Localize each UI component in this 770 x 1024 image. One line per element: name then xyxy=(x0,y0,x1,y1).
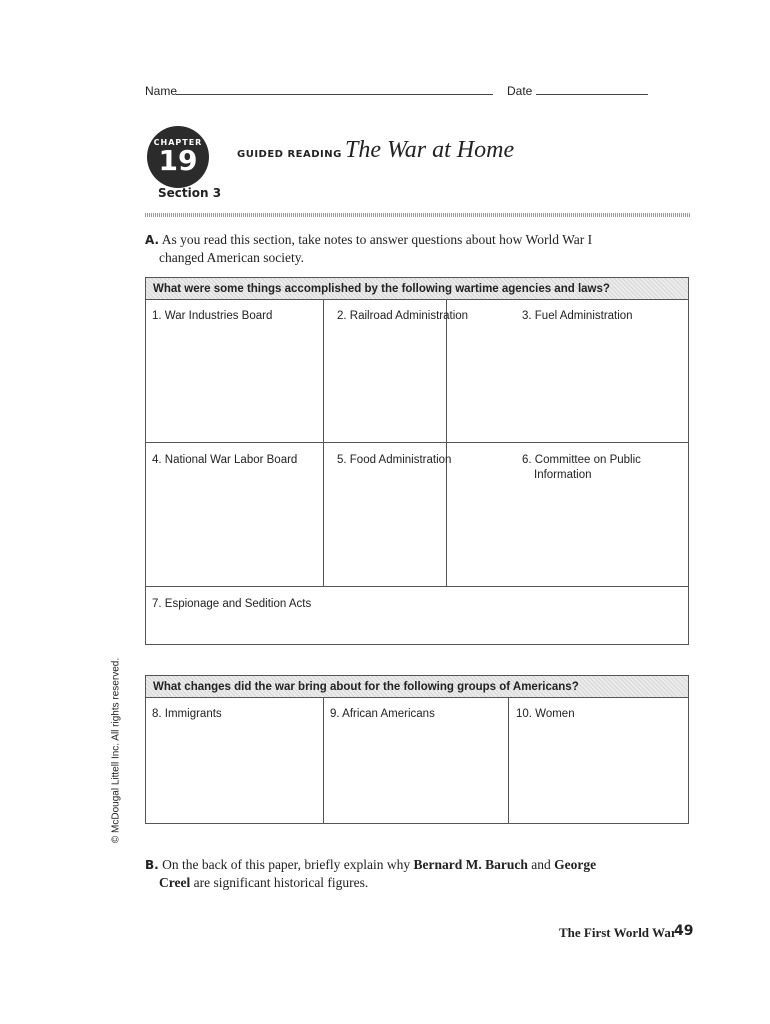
groups-question: What changes did the war bring about for the following groups of Americans? xyxy=(146,676,688,698)
table2-divider xyxy=(323,698,324,824)
name-label: Name xyxy=(145,84,178,98)
instructions-a-line1: As you read this section, take notes to answer questions about how World War I xyxy=(161,232,593,247)
instructions-b-text: are significant historical figures. xyxy=(190,875,369,890)
answer-cell-committee-on-public-information[interactable] xyxy=(522,453,641,483)
section-label: Section 3 xyxy=(158,186,222,200)
instructions-b xyxy=(145,856,665,891)
table1-divider xyxy=(146,586,688,587)
chapter-number: 19 xyxy=(158,144,198,177)
answer-cell-immigrants[interactable]: 8. Immigrants xyxy=(152,708,222,720)
instructions-a xyxy=(145,231,645,266)
answer-cell-women[interactable]: 10. Women xyxy=(516,708,575,720)
answer-cell-food-administration[interactable]: 5. Food Administration xyxy=(337,454,452,466)
copyright-notice: © McDougal Littell Inc. All rights reserved. xyxy=(110,657,122,844)
header-divider xyxy=(145,213,690,217)
groups-table xyxy=(145,675,689,824)
name-field[interactable] xyxy=(176,94,493,95)
table1-divider xyxy=(146,442,688,443)
answer-cell-war-industries-board[interactable]: 1. War Industries Board xyxy=(152,310,273,322)
chapter-word: CHAPTER xyxy=(153,138,203,147)
table1-divider xyxy=(446,300,447,586)
table1-divider xyxy=(323,300,324,586)
name-george: George xyxy=(554,857,597,872)
page-title: The War at Home xyxy=(345,137,515,163)
date-field[interactable] xyxy=(536,94,648,95)
page-number: 49 xyxy=(674,923,694,939)
answer-cell-national-war-labor-board[interactable]: 4. National War Labor Board xyxy=(152,454,298,466)
answer-cell-espionage-sedition-acts[interactable]: 7. Espionage and Sedition Acts xyxy=(152,598,312,610)
cell-label-line2: Information xyxy=(534,469,592,481)
part-a-letter: A. xyxy=(145,233,160,247)
answer-cell-african-americans[interactable]: 9. African Americans xyxy=(330,708,435,720)
instructions-a-line2: changed American society. xyxy=(159,250,304,265)
agencies-table xyxy=(145,277,689,645)
footer-book-title: The First World War xyxy=(559,925,677,940)
cell-label-line1: 6. Committee on Public xyxy=(522,454,641,466)
guided-reading-label: GUIDED READING xyxy=(237,149,342,160)
chapter-badge xyxy=(147,126,209,188)
answer-cell-fuel-administration[interactable]: 3. Fuel Administration xyxy=(522,310,633,322)
date-label: Date xyxy=(507,84,533,98)
name-baruch: Bernard M. Baruch xyxy=(413,857,528,872)
instructions-b-text: On the back of this paper, briefly explain why xyxy=(162,857,414,872)
table2-divider xyxy=(508,698,509,824)
name-creel: Creel xyxy=(159,875,191,890)
agencies-question: What were some things accomplished by the following wartime agencies and laws? xyxy=(146,278,688,300)
part-b-letter: B. xyxy=(145,858,159,872)
answer-cell-railroad-administration[interactable]: 2. Railroad Administration xyxy=(337,310,469,322)
instructions-b-text: and xyxy=(527,857,555,872)
